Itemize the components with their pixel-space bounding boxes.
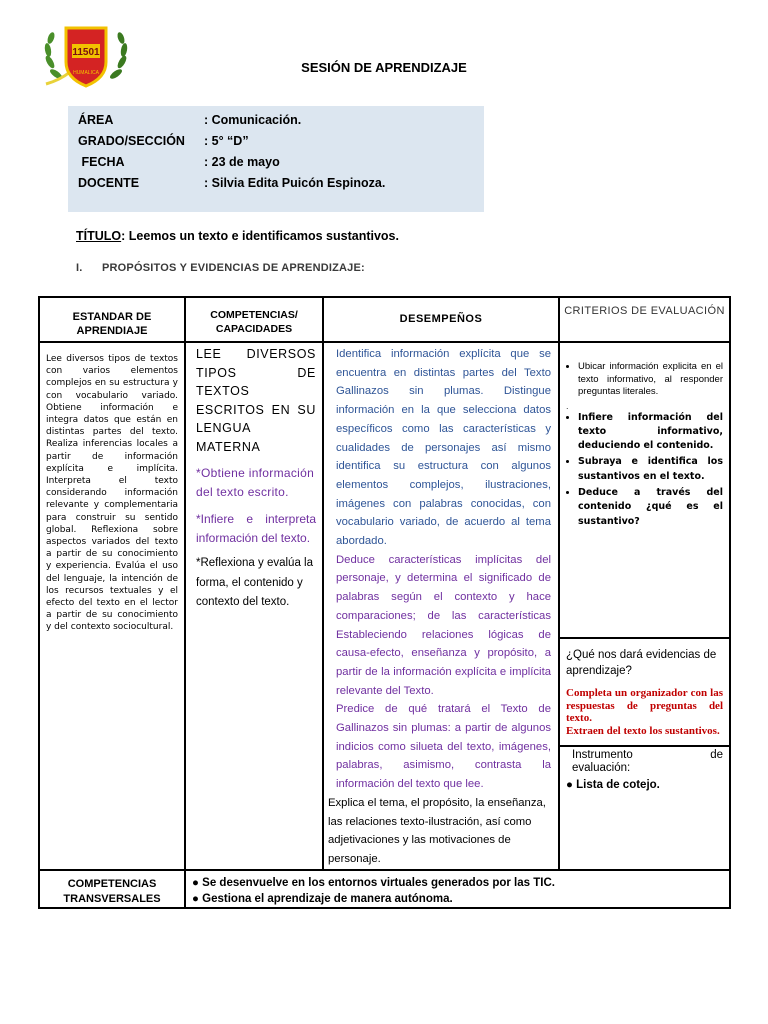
header-desempenos: DESEMPEÑOS	[323, 297, 559, 342]
desempenos-cell	[323, 342, 559, 870]
desempeno-4: Explica el tema, el propósito, la enseñanza, las relaciones texto-ilustración, así como adjetivaciones y las motivaciones de personaje.	[328, 796, 546, 865]
learning-table	[38, 296, 731, 909]
capacidad-obtiene: *Obtiene información del texto escrito.	[196, 466, 315, 499]
info-row-grado: GRADO/SECCIÓN : 5° “D”	[78, 134, 249, 148]
evidencia-2: Extraen del texto los sustantivos.	[566, 724, 720, 737]
transversales-cell	[185, 870, 730, 908]
criterio-3: • Subraya e identifica los sustantivos en el texto.	[578, 455, 723, 484]
transversal-1: ● Se desenvuelve en los entornos virtuales generados por las TIC.	[192, 876, 555, 889]
criterio-4: • Deduce a través del contenido ¿qué es el sustantivo?	[578, 486, 723, 529]
school-logo	[40, 22, 132, 92]
competencia-text: LEE DIVERSOS TIPOS DE TEXTOS ESCRITOS EN SU LENGUA MATERNA	[196, 347, 316, 454]
criterio-dot: .	[566, 400, 569, 411]
criterio-1: • Ubicar información explicita en el texto informativo, al responder preguntas literales.	[578, 361, 723, 399]
desempeno-2: Deduce características implícitas del personaje, y determina el significado de palabras según el contexto y hace comparaciones; de las características Estableciendo relaciones lógicas de causa-efecto, enseñanza y propósito, a partir de la información explícita e implícita relevante del Texto.	[336, 553, 551, 697]
desempeno-1: Identifica información explícita que se encuentra en distintas partes del Texto Gallinazos sin plumas. Distingue información en la que selecciona datos específicos como las características y cualidades de personajes así mismo identifica su estructura con algunos elementos complejos, ilustraciones, imágenes con palabras conocidas, con vocabulario variado, de acuerdo al tema abordado.	[336, 348, 551, 548]
info-row-docente: DOCENTE : Silvia Edita Puicón Espinoza.	[78, 176, 386, 190]
capacidad-infiere: *Infiere e interpreta información del texto.	[196, 512, 316, 545]
session-title: TÍTULO: Leemos un texto e identificamos sustantivos.	[76, 229, 399, 243]
transversal-2: ● Gestiona el aprendizaje de manera autónoma.	[192, 892, 453, 905]
evidencia-1: Completa un organizador con las respuestas de preguntas del texto.	[566, 687, 723, 724]
competencias-cell	[185, 342, 323, 870]
criterios-cell	[559, 342, 730, 870]
section-heading: I. PROPÓSITOS Y EVIDENCIAS DE APRENDIZAJE:	[76, 262, 365, 274]
info-row-area: ÁREA : Comunicación.	[78, 113, 302, 127]
criterio-2: • Infiere información del texto informativo, deduciendo el contenido.	[578, 411, 723, 454]
header-estandar: ESTANDAR DE APRENDIAJE	[39, 297, 185, 342]
transversales-label-cell: COMPETENCIAS TRANSVERSALES	[39, 870, 185, 908]
instrumento-block: Instrumento de evaluación: ● Lista de cotejo.	[560, 745, 729, 792]
info-box	[68, 106, 484, 212]
logo-number: 11501	[72, 47, 100, 58]
instrumento-value: Lista de cotejo.	[576, 778, 660, 791]
logo-subtext: HUMALICA	[73, 70, 99, 76]
page-title: SESIÓN DE APRENDIZAJE	[301, 60, 467, 75]
estandar-cell: Lee diversos tipos de textos con varios elementos complejos en su estructura y con vocabulario variado. Obtiene información e integra datos que están en distintas partes del texto. Realiza inferencias locales a partir de información explícita e implícita. Interpreta el texto considerando información relevante y complementaria para construir su sentido global. Reflexiona sobre aspectos variados del texto a partir de su conocimiento y experiencia. Evalúa el uso del lenguaje, la intención de los recursos textuales y el efecto del texto en el lector a partir de su conocimiento y del contexto sociocultural.	[39, 342, 185, 870]
capacidad-reflexiona: *Reflexiona y evalúa la forma, el contenido y contexto del texto.	[196, 557, 313, 608]
evidencias-question: ¿Qué nos dará evidencias de aprendizaje?	[560, 637, 729, 687]
header-competencias: COMPETENCIAS/ CAPACIDADES	[185, 297, 323, 342]
desempeno-3: Predice de qué tratará el Texto de Gallinazos sin plumas: a partir de algunos indicios como silueta del texto, imágenes, palabras, asimismo, contrasta la información del texto que lee.	[336, 703, 551, 791]
info-row-fecha: FECHA : 23 de mayo	[78, 155, 280, 169]
header-criterios: CRITERIOS DE EVALUACIÓN	[559, 297, 730, 342]
